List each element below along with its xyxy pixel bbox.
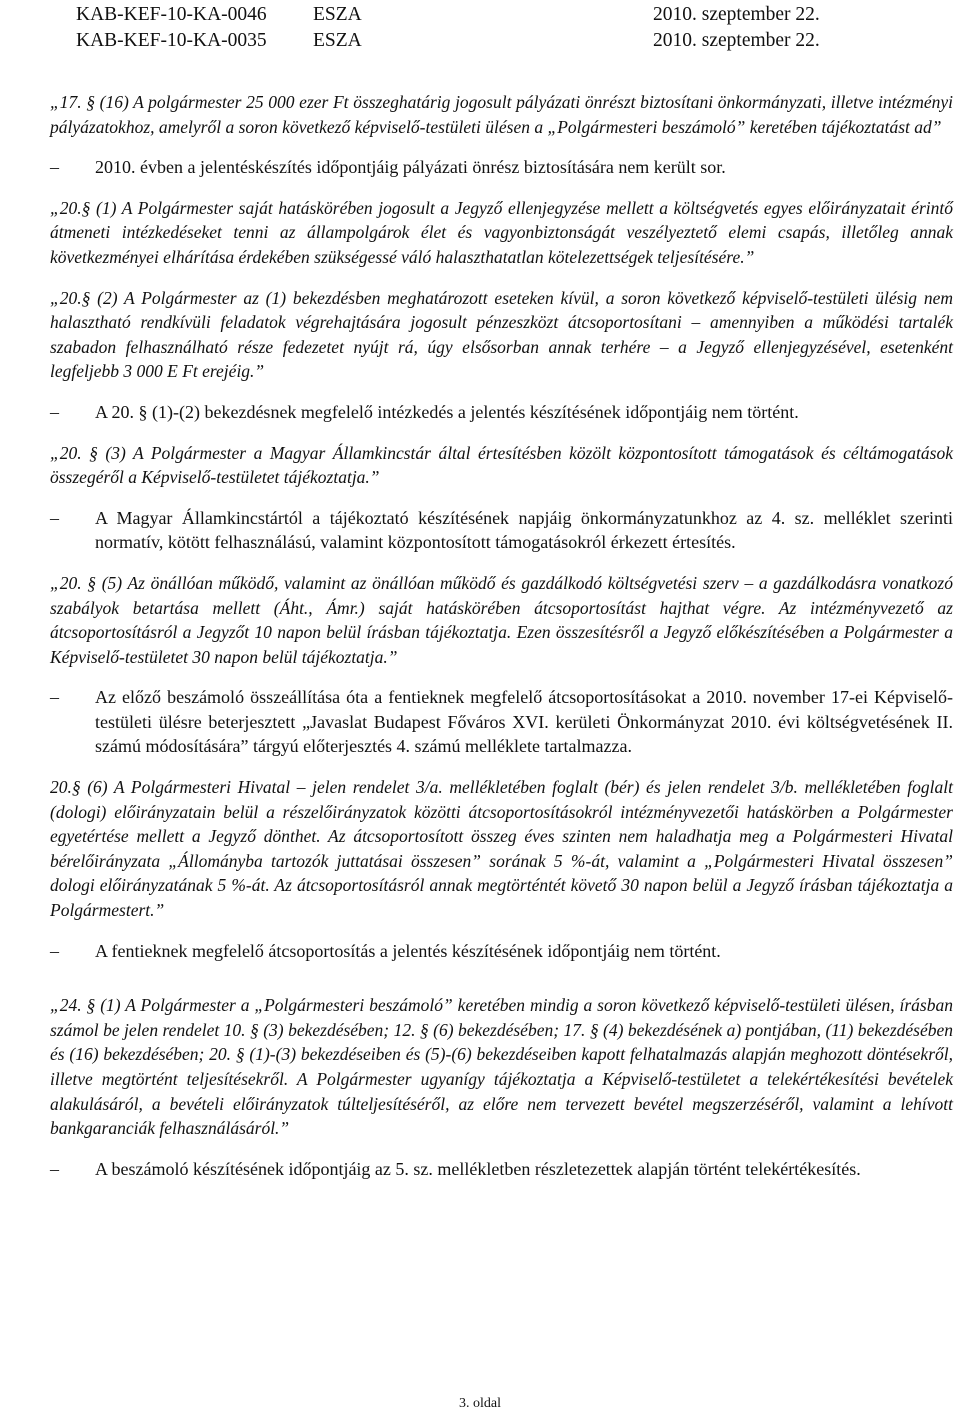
dash-item (50, 155, 953, 180)
dash-item-text: 2010. évben a jelentéskészítés időpontjáig pályázati önrész biztosítására nem került sor. (95, 157, 726, 178)
quoted-paragraph: „20. § (5) Az önállóan működő, valamint az önállóan működő és gazdálkodó költségvetési szerv – a gazdálkodásra vonatkozó szabályok betartása mellett (Áht., Ámr.) saját hatáskörében átcsoportosítást hajthat végre. Az intézményvezető az átcsoportosításról a Jegyzőt 10 napon belül írásban tájékoztatja. Ezen összesítésről a Jegyző előkészítésében a Polgármester a Képviselő-testületet 30 napon belül tájékoztatja.” (50, 572, 953, 667)
dash-marker: – (50, 1158, 59, 1179)
dash-marker: – (50, 687, 59, 708)
dash-item-text: A 20. § (1)-(2) bekezdésnek megfelelő intézkedés a jelentés készítésének időpontjáig nem történt. (95, 401, 799, 422)
document-code: KAB-KEF-10-KA-0035 (76, 30, 267, 51)
dash-item (50, 939, 953, 964)
dash-item-text: A fentieknek megfelelő átcsoportosítás a jelentés készítésének időpontjáig nem történt. (95, 940, 721, 961)
header-row (76, 28, 876, 54)
document-body (50, 90, 953, 1181)
page-number: 3. oldal (459, 1396, 501, 1411)
dash-marker: – (50, 940, 59, 961)
quoted-paragraph: „20.§ (1) A Polgármester saját hatáskörében jogosult a Jegyző ellenjegyzése mellett a költségvetés egyes előirányzatait érintő átmeneti intézkedéseket tenni az állampolgárok élet és vagyonbiztonságát veszélyeztető elemi csapás, illetőleg annak következményei elhárítása érdekében szükségessé váló halaszthatatlan kötelezettségek teljesítésére.” (50, 197, 953, 267)
dash-item-text: A Magyar Államkincstártól a tájékoztató készítésének napjáig önkormányzatunkhoz az 4. sz. melléklet szerinti normatív, kötött felhasználású, valamint központosított támogatásokról érkezett értesítés. (95, 507, 953, 553)
document-unit: ESZA (313, 4, 362, 25)
dash-item (50, 506, 953, 555)
dash-item (50, 1157, 953, 1182)
document-date: 2010. szeptember 22. (653, 4, 820, 25)
dash-marker: – (50, 157, 59, 178)
document-header (76, 2, 876, 54)
dash-item (50, 400, 953, 425)
quoted-paragraph: „20.§ (2) A Polgármester az (1) bekezdésben meghatározott eseteken kívül, a soron következő képviselő-testületi ülésig nem halasztható rendkívüli feladatok végrehajtására jogosult pénzeszközt átcsoportosítani – amennyiben a működési tartalék szabadon felhasználható része fedezetet nyújt rá, úgy elsősorban annak terhére – a Jegyző ellenjegyzésével, esetenként legfeljebb 3 000 E Ft erejéig.” (50, 287, 953, 382)
quoted-paragraph: „24. § (1) A Polgármester a „Polgármesteri beszámoló” keretében mindig a soron következő képviselő-testületi ülésen, írásban számol be jelen rendelet 10. § (3) bekezdésében; 12. § (6) bekezdésében; 17. § (4) bekezdésének a) pontjában, (11) bekezdésében és (16) bekezdésében; 20. § (1)-(3) bekezdéseiben és (5)-(6) bekezdéseiben kapott felhatalmazás alapján meghozott döntésekről, illetve megtörtént teljesítésekről. A Polgármester ugyanígy tájékoztatja a Képviselő-testületet a telekértékesítési bevételek alakulásáról, a bevételi előirányzatok túlteljesítéséről, az előre nem tervezett bevétel megszerzéséről, valamint a lehívott bankgaranciák felhasználásáról.” (50, 995, 953, 1139)
quoted-paragraph: „20. § (3) A Polgármester a Magyar Államkincstár által értesítésben közölt központosított támogatások és céltámogatások összegéről a Képviselő-testületet tájékoztatja.” (50, 442, 953, 488)
quoted-paragraph: „17. § (16) A polgármester 25 000 ezer Ft összeghatárig jogosult pályázati önrészt biztosítani önkormányzati, illetve intézményi pályázatokhoz, amelyről a soron következő képviselő-testületi ülésen a „Polgármesteri beszámoló” keretében tájékoztatást ad” (50, 92, 953, 137)
dash-item-text: A beszámoló készítésének időpontjáig az 5. sz. mellékletben részletezettek alapján történt telekértékesítés. (95, 1158, 861, 1179)
dash-marker: – (50, 401, 59, 422)
document-date: 2010. szeptember 22. (653, 30, 820, 51)
document-code: KAB-KEF-10-KA-0046 (76, 4, 267, 25)
header-row (76, 2, 876, 28)
dash-marker: – (50, 507, 59, 528)
dash-item (50, 685, 953, 759)
quoted-paragraph: 20.§ (6) A Polgármesteri Hivatal – jelen rendelet 3/a. mellékletében foglalt (bér) és jelen rendelet 3/b. mellékletében foglalt (dologi) előirányzatain belül a részelőirányzatok közötti átcsoportosításokról intézményvezetői hatáskörben a Polgármester egyetértése mellett a Jegyző dönthet. Az átcsoportosított összeg éves szinten nem haladhatja meg a Polgármesteri Hivatal bérelőirányzata „Állományba tartozók juttatásai összesen” sorának 5 %-át, valamint a „Polgármesteri Hivatal összesen” dologi előirányzatának 5 %-át. Az átcsoportosításról annak megtörténtét követő 30 napon belül a Jegyző írásban tájékoztatja a Polgármestert.” (50, 777, 953, 921)
dash-item-text: Az előző beszámoló összeállítása óta a fentieknek megfelelő átcsoportosításokat a 2010. november 17-ei Képviselő-testületi ülésre beterjesztett „Javaslat Budapest Főváros XVI. kerületi Önkormányzat 2010. évi költségvetésének II. számú módosítására” tárgyú előterjesztés 4. számú melléklete tartalmazza. (95, 687, 953, 757)
document-unit: ESZA (313, 30, 362, 51)
